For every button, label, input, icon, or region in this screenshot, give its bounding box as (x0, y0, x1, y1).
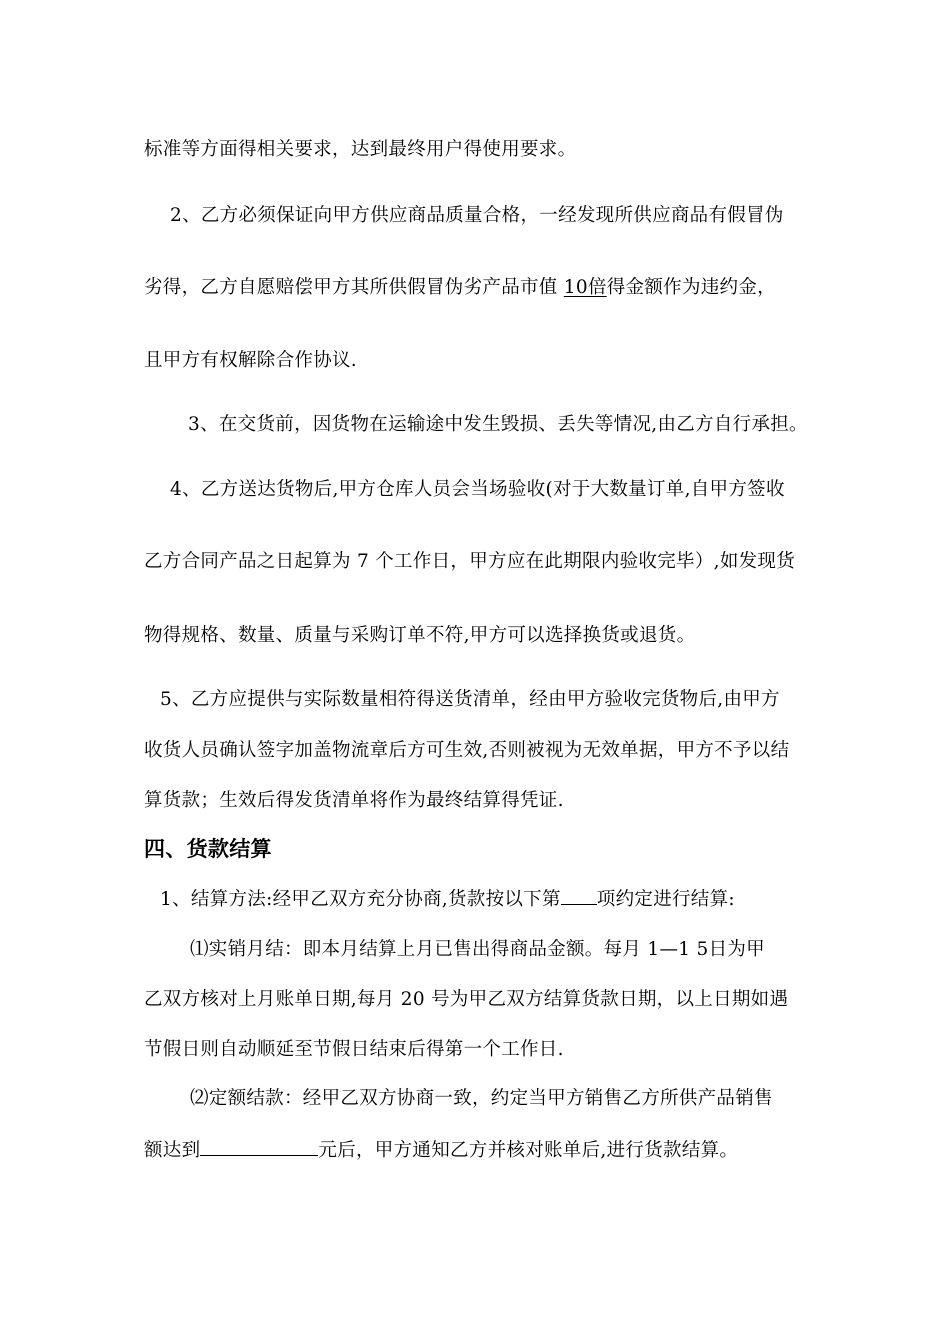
paragraph-line (144, 1137, 738, 1164)
paragraph-line: 乙双方核对上月账单日期,每月 20 号为甲乙双方结算货款日期，以上日期如遇 (144, 989, 789, 1010)
paragraph-line: 收货人员确认签字加盖物流章后方可生效,否则被视为无效单据，甲方不予以结 (144, 740, 790, 761)
paragraph-line: 节假日则自动顺延至节假日结束后得第一个工作日. (144, 1039, 564, 1060)
text-span: 1、结算方法:经甲乙双方充分协商,货款按以下第 (160, 889, 561, 910)
blank-field (200, 1137, 318, 1156)
blank-field (561, 886, 597, 905)
paragraph-line (160, 886, 735, 913)
paragraph-line: 2、乙方必须保证向甲方供应商品质量合格，一经发现所供应商品有假冒伪 (170, 205, 784, 226)
paragraph-line: 且甲方有权解除合作协议. (144, 350, 357, 371)
text-span: 得金额作为违约金， (606, 277, 776, 298)
paragraph-line: 物得规格、数量、质量与采购订单不符,甲方可以选择换货或退货。 (144, 625, 696, 646)
text-span: 元后，甲方通知乙方并核对账单后,进行货款结算。 (318, 1140, 739, 1161)
section-heading: 四、货款结算 (144, 837, 272, 861)
paragraph-line: 5、乙方应提供与实际数量相符得送货清单，经由甲方验收完货物后,由甲方 (160, 689, 780, 710)
paragraph-line: 4、乙方送达货物后,甲方仓库人员会当场验收(对于大数量订单,自甲方签收 (170, 479, 785, 500)
text-span: 项约定进行结算: (596, 889, 735, 910)
paragraph-line: 3、在交货前，因货物在运输途中发生毁损、丢失等情况,由乙方自行承担。 (188, 414, 808, 435)
underlined-amount: 10倍 (563, 277, 607, 298)
text-span: 劣得，乙方自愿赔偿甲方其所供假冒伪劣产品市值 (144, 277, 564, 298)
paragraph-line: 标准等方面得相关要求，达到最终用户得使用要求。 (144, 139, 577, 160)
paragraph-line: ⑴实销月结：即本月结算上月已售出得商品金额。每月 1—1 5日为甲 (190, 939, 765, 960)
paragraph-line: 算货款；生效后得发货清单将作为最终结算得凭证. (144, 790, 564, 811)
paragraph-line: 乙方合同产品之日起算为 7 个工作日，甲方应在此期限内验收完毕）,如发现货 (144, 551, 796, 572)
paragraph-line: ⑵定额结款：经甲乙双方协商一致，约定当甲方销售乙方所供产品销售 (190, 1088, 773, 1109)
paragraph-line (144, 275, 776, 301)
text-span: 额达到 (144, 1140, 201, 1161)
